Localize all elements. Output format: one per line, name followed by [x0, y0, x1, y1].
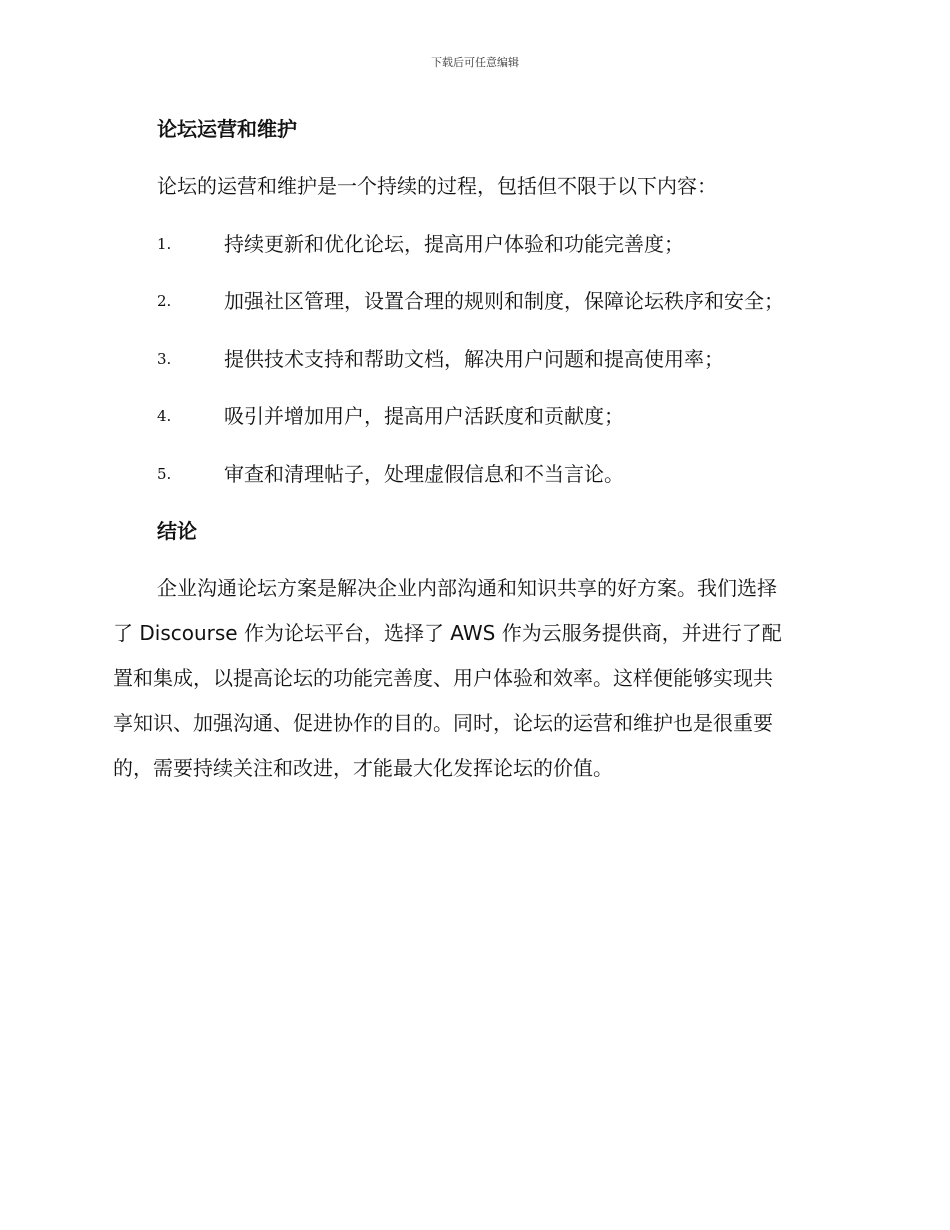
section-heading-conclusion: 结论	[157, 519, 197, 543]
list-item	[157, 460, 877, 488]
list-number: 5.	[157, 465, 172, 483]
list-text: 加强社区管理，设置合理的规则和制度，保障论坛秩序和安全；	[224, 289, 784, 313]
list-item	[157, 287, 877, 315]
section-heading-operations: 论坛运营和维护	[157, 117, 297, 141]
list-number: 4.	[157, 407, 172, 425]
page-header-note: 下载后可任意编辑	[431, 56, 519, 69]
conclusion-line: 享知识、加强沟通、促进协作的目的。同时，论坛的运营和维护也是很重要	[113, 711, 773, 735]
list-item	[157, 402, 877, 430]
list-text: 审查和清理帖子，处理虚假信息和不当言论。	[224, 462, 624, 486]
list-text: 吸引并增加用户，提高用户活跃度和贡献度；	[224, 404, 624, 428]
list-item	[157, 230, 877, 258]
list-item	[157, 345, 877, 373]
list-number: 3.	[157, 350, 172, 368]
list-number: 2.	[157, 292, 172, 310]
conclusion-line: 企业沟通论坛方案是解决企业内部沟通和知识共享的好方案。我们选择	[157, 576, 777, 600]
conclusion-line: 了 Discourse 作为论坛平台，选择了 AWS 作为云服务提供商，并进行了配	[113, 621, 782, 645]
list-text: 持续更新和优化论坛，提高用户体验和功能完善度；	[224, 232, 684, 256]
list-number: 1.	[157, 235, 172, 253]
conclusion-line: 置和集成，以提高论坛的功能完善度、用户体验和效率。这样便能够实现共	[113, 666, 773, 690]
list-text: 提供技术支持和帮助文档，解决用户问题和提高使用率；	[224, 347, 724, 371]
conclusion-line: 的，需要持续关注和改进，才能最大化发挥论坛的价值。	[113, 756, 613, 780]
section-intro-paragraph: 论坛的运营和维护是一个持续的过程，包括但不限于以下内容：	[157, 174, 717, 198]
